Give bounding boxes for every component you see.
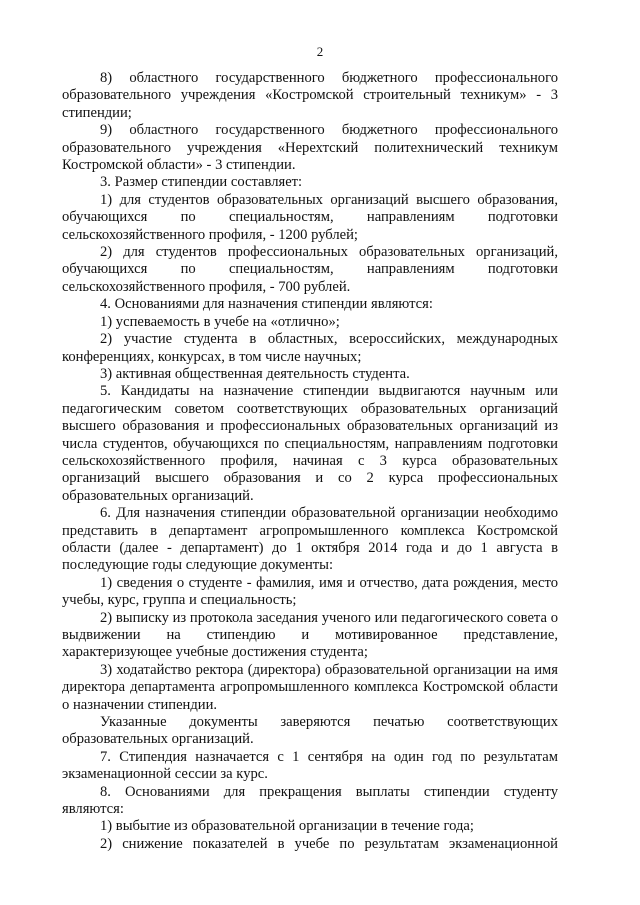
paragraph-6-1: 1) сведения о студенте - фамилия, имя и отчество, дата рождения, место учебы, курс, группа и специальность;	[62, 574, 558, 609]
paragraph-section-7: 7. Стипендия назначается с 1 сентября на один год по результатам экзаменационной сессии за курс.	[62, 748, 558, 783]
paragraph-6-2: 2) выписку из протокола заседания ученого или педагогического совета о выдвижении на стипендию и мотивированное представление, характеризующее учебные достижения студента;	[62, 609, 558, 661]
paragraph-4-2: 2) участие студента в областных, всероссийских, международных конференциях, конкурсах, в том числе научных;	[62, 331, 558, 365]
paragraph-4-1: 1) успеваемость в учебе на «отлично»;	[100, 313, 340, 330]
paragraph-3-1: 1) для студентов образовательных организаций высшего образования, обучающихся по специальностям, направлениям подготовки сельскохозяйственного профиля, - 1200 рублей;	[62, 191, 558, 243]
paragraph-4-3: 3) активная общественная деятельность студента.	[100, 365, 410, 382]
page-number: 2	[316, 44, 324, 59]
paragraph-8-1: 1) выбытие из образовательной организации в течение года;	[100, 818, 474, 835]
paragraph-section-8: 8. Основаниями для прекращения выплаты стипендии студенту являются:	[62, 783, 558, 818]
paragraph-section-4: 4. Основаниями для назначения стипендии являются:	[100, 296, 433, 313]
paragraph-section-6: 6. Для назначения стипендии образовательной организации необходимо представить в департамент агропромышленного комплекса Костромской области (далее - департамент) до 1 октября 2014 года и до 1 августа в последующие годы следующие документы:	[62, 505, 558, 574]
paragraph-8-2: 2) снижение показателей в учебе по результатам экзаменационной	[100, 835, 558, 852]
paragraph-documents-certified: Указанные документы заверяются печатью соответствующих образовательных организаций.	[62, 714, 558, 748]
paragraph-section-3: 3. Размер стипендии составляет:	[100, 174, 303, 191]
document-body	[62, 70, 558, 853]
paragraph-6-3: 3) ходатайство ректора (директора) образовательной организации на имя директора департамента агропромышленного комплекса Костромской области о назначении стипендии.	[62, 661, 558, 713]
paragraph-section-5: 5. Кандидаты на назначение стипендии выдвигаются научным или педагогическим советом соответствующих образовательных организаций высшего образования и профессиональных образовательных организаций из числа студентов, обучающихся по специальностям, направлениям подготовки сельскохозяйственного профиля, начиная с 3 курса образовательных организаций высшего образования и со 2 курса профессиональных образовательных организаций.	[62, 383, 558, 504]
paragraph-item-8: 8) областного государственного бюджетного профессионального образовательного учреждения «Костромской строительный техникум» - 3 стипендии;	[62, 70, 558, 121]
paragraph-item-9: 9) областного государственного бюджетного профессионального образовательного учреждения «Нерехтский политехнический техникум Костромской области» - 3 стипендии.	[62, 122, 558, 174]
paragraph-3-2: 2) для студентов профессиональных образовательных организаций, обучающихся по специальностям, направлениям подготовки сельскохозяйственного профиля, - 700 рублей.	[62, 244, 558, 295]
